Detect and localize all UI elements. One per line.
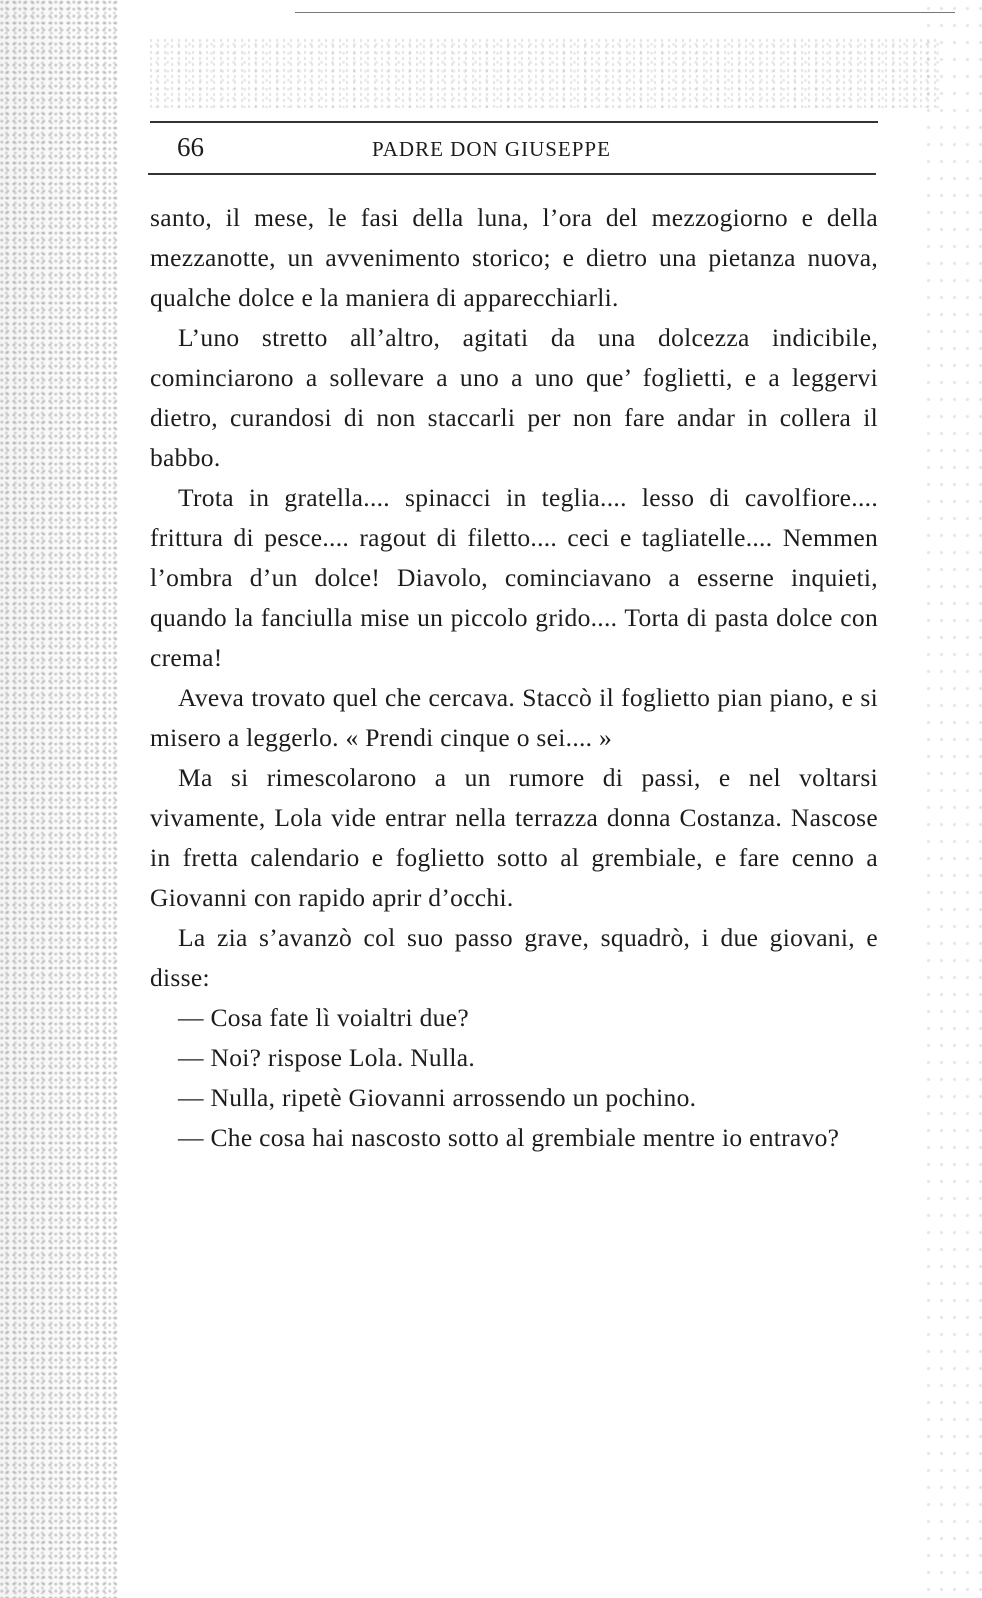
- header-rule-top: [150, 121, 878, 123]
- dialogue-line: — Cosa fate lì voialtri due?: [178, 1003, 469, 1032]
- running-title: PADRE DON GIUSEPPE: [372, 137, 611, 161]
- page-number: 66: [177, 132, 204, 162]
- paragraph-continuation: santo, il mese, le fasi della luna, l’ora del mezzogiorno e della mezzanotte, un avvenimento storico; e dietro una pietanza nuova, qualche dolce e la maniera di apparecchiarli.: [150, 203, 878, 312]
- top-edge-rule: [295, 12, 955, 13]
- paragraph: Ma si rimescolarono a un rumore di passi, e nel voltarsi vivamente, Lola vide entrar nella terrazza donna Costanza. Nascose in fretta calendario e foglietto sotto al grembiale, e fare cenno a Giovanni con rapido aprir d’occhi.: [150, 763, 878, 912]
- paragraph: Trota in gratella.... spinacci in teglia.... lesso di cavolfiore.... frittura di pesce.... ragout di filetto.... ceci e tagliatelle.... Nemmen l’ombra d’un dolce! Diavolo, cominciavano a esserne inquieti, quando la fanciulla mise un piccolo grido.... Torta di pasta dolce con crema!: [150, 483, 878, 672]
- header-rule-bottom: [148, 173, 876, 175]
- scan-noise-right: [922, 0, 982, 1598]
- scan-noise-left: [0, 0, 120, 1598]
- scan-noise-top: [150, 38, 940, 108]
- paragraph: Aveva trovato quel che cercava. Staccò il foglietto pian piano, e si misero a leggerlo. « Prendi cinque o sei.... »: [150, 683, 878, 752]
- body-text: [150, 198, 878, 1158]
- paragraph: L’uno stretto all’altro, agitati da una dolcezza indicibile, cominciarono a sollevare a uno a uno que’ foglietti, e a leggervi dietro, curandosi di non staccarli per non fare andar in collera il babbo.: [150, 323, 878, 472]
- dialogue-line: — Noi? rispose Lola. Nulla.: [178, 1043, 476, 1072]
- dialogue-line: — Che cosa hai nascosto sotto al grembiale mentre io entravo?: [178, 1123, 840, 1152]
- paragraph: La zia s’avanzò col suo passo grave, squadrò, i due giovani, e disse:: [150, 923, 878, 992]
- dialogue-line: — Nulla, ripetè Giovanni arrossendo un pochino.: [178, 1083, 697, 1112]
